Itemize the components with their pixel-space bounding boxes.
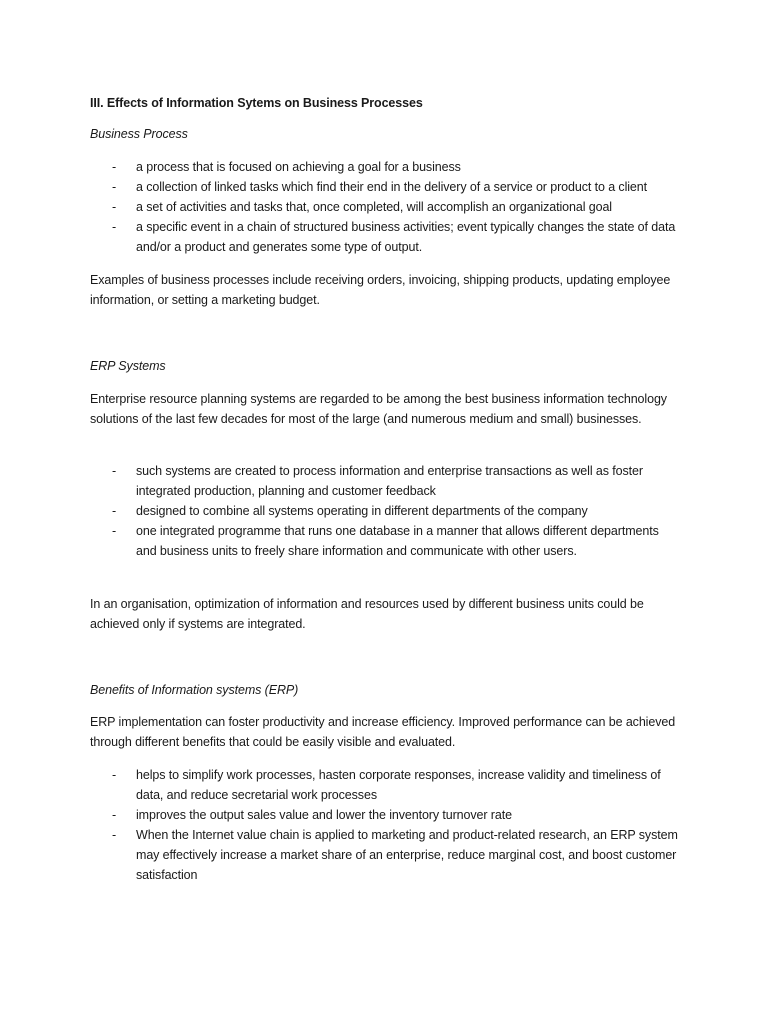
list-item: - helps to simplify work processes, hasten corporate responses, increase validity and timeliness of data, and reduce secretarial work processes	[112, 765, 682, 805]
bullet-dash: -	[112, 180, 117, 194]
list-item: - improves the output sales value and lower the inventory turnover rate	[112, 805, 682, 825]
bullet-dash: -	[112, 808, 117, 822]
erp-systems-list	[112, 461, 682, 561]
bullet-dash: -	[112, 524, 117, 538]
bullet-dash: -	[112, 464, 117, 478]
list-item: - a specific event in a chain of structured business activities; event typically changes the state of data and/or a product and generates some type of output.	[112, 217, 682, 257]
list-item: - designed to combine all systems operating in different departments of the company	[112, 501, 682, 521]
list-item: - a set of activities and tasks that, once completed, will accomplish an organizational goal	[112, 197, 682, 217]
bullet-dash: -	[112, 504, 117, 518]
examples-paragraph: Examples of business processes include receiving orders, invoicing, shipping products, updating employee information, or setting a marketing budget.	[90, 273, 671, 307]
business-process-list	[112, 157, 682, 257]
list-item: - When the Internet value chain is applied to marketing and product-related research, an ERP system may effectively increase a market share of an enterprise, reduce marginal cost, and boost customer satisfaction	[112, 825, 682, 885]
bullet-dash: -	[112, 200, 117, 214]
erp-systems-subheading: ERP Systems	[90, 359, 166, 373]
list-item: - a collection of linked tasks which find their end in the delivery of a service or product to a client	[112, 177, 682, 197]
document-title: III. Effects of Information Sytems on Business Processes	[90, 96, 423, 110]
benefits-intro-paragraph: ERP implementation can foster productivity and increase efficiency. Improved performance can be achieved through different benefits that could be easily visible and evaluated.	[90, 715, 676, 749]
list-item: - one integrated programme that runs one database in a manner that allows different departments and business units to freely share information and communicate with other users.	[112, 521, 682, 561]
erp-intro-paragraph: Enterprise resource planning systems are regarded to be among the best business information technology solutions of the last few decades for most of the large (and numerous medium and small) businesses.	[90, 392, 667, 426]
list-item: - such systems are created to process information and enterprise transactions as well as foster integrated production, planning and customer feedback	[112, 461, 682, 501]
business-process-subheading: Business Process	[90, 127, 188, 141]
bullet-dash: -	[112, 768, 117, 782]
benefits-list	[112, 765, 682, 885]
list-item: - a process that is focused on achieving a goal for a business	[112, 157, 682, 177]
integration-paragraph: In an organisation, optimization of information and resources used by different business units could be achieved only if systems are integrated.	[90, 597, 644, 631]
bullet-dash: -	[112, 220, 117, 234]
bullet-dash: -	[112, 828, 117, 842]
bullet-dash: -	[112, 160, 117, 174]
benefits-subheading: Benefits of Information systems (ERP)	[90, 683, 299, 697]
